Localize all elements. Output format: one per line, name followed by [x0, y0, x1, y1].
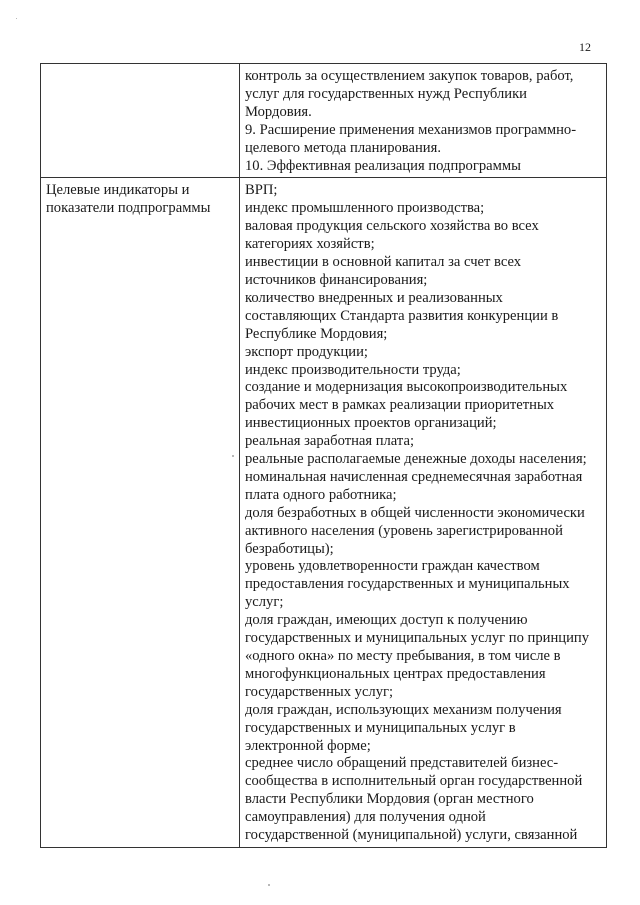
page-number: 12 — [579, 40, 591, 54]
row-content-line: реальная заработная плата; — [245, 433, 414, 450]
row-content-line: многофункциональных центрах предоставления — [245, 665, 546, 682]
row-content-line: услуг для государственных нужд Республики — [245, 85, 527, 102]
scan-dot — [16, 18, 17, 19]
row-content-line: доля граждан, имеющих доступ к получению — [245, 612, 528, 629]
row-content-line: государственных и муниципальных услуг в — [245, 719, 516, 736]
row-content-line: категориях хозяйств; — [245, 236, 375, 253]
row-content-line: 10. Эффективная реализация подпрограммы — [245, 157, 521, 174]
row-content-line: индекс промышленного производства; — [245, 200, 485, 217]
row-content-line: инвестиции в основной капитал за счет всех — [245, 254, 522, 271]
row-content-line: Республике Мордовия; — [245, 325, 388, 342]
row-content-line: безработицы); — [245, 540, 334, 557]
row-content-line: государственных и муниципальных услуг по принципу — [245, 630, 589, 647]
table-row — [41, 64, 607, 178]
row-content-line: государственной (муниципальной) услуги, связанной — [245, 827, 578, 844]
scan-dot — [268, 884, 270, 886]
row-content-line: номинальная начисленная среднемесячная заработная — [245, 468, 583, 485]
row-content-line: доля безработных в общей численности экономически — [245, 504, 585, 521]
row-content-line: валовая продукция сельского хозяйства во всех — [245, 218, 539, 235]
row-content-line: электронной форме; — [245, 737, 371, 754]
row-content-line: 9. Расширение применения механизмов программно- — [245, 121, 577, 138]
row-content-line: реальные располагаемые денежные доходы населения; — [245, 451, 587, 468]
row-content-line: индекс производительности труда; — [245, 361, 461, 378]
row-content-line: сообщества в исполнительный орган государственной — [245, 773, 583, 790]
row-content-line: власти Республики Мордовия (орган местного — [245, 791, 534, 808]
subprogram-passport-table — [40, 63, 607, 848]
row-content-line: рабочих мест в рамках реализации приоритетных — [245, 397, 555, 414]
row-label-line: показатели подпрограммы — [46, 200, 211, 217]
row-content-line: Мордовия. — [245, 103, 312, 120]
label-cell — [41, 178, 240, 848]
content-cell — [240, 64, 607, 178]
row-content-line: «одного окна» по месту пребывания, в том числе в — [245, 648, 561, 664]
row-content-line: уровень удовлетворенности граждан качеством — [245, 558, 540, 575]
row-content-line: предоставления государственных и муниципальных — [245, 576, 570, 593]
row-label-line: Целевые индикаторы и — [46, 182, 190, 199]
row-content-line: ВРП; — [245, 182, 278, 199]
row-content-line: доля граждан, использующих механизм получения — [245, 701, 562, 718]
row-content-line: среднее число обращений представителей бизнес- — [245, 755, 559, 772]
row-content-line: экспорт продукции; — [245, 343, 368, 360]
row-content-line: создание и модернизация высокопроизводительных — [245, 379, 568, 396]
scan-dot — [232, 455, 234, 457]
row-content-line: государственных услуг; — [245, 683, 394, 700]
row-content-line: услуг; — [245, 594, 284, 611]
row-content-line: составляющих Стандарта развития конкуренции в — [245, 307, 559, 324]
row-content-line: источников финансирования; — [245, 271, 428, 288]
table-row — [41, 178, 607, 848]
row-content-line: количество внедренных и реализованных — [245, 289, 503, 306]
row-content-line: самоуправления) для получения одной — [245, 809, 486, 826]
row-content-line: контроль за осуществлением закупок товаров, работ, — [245, 68, 574, 84]
label-cell — [41, 64, 240, 178]
row-content-line: активного населения (уровень зарегистрированной — [245, 522, 563, 539]
row-content-line: целевого метода планирования. — [245, 139, 441, 156]
row-content-line: плата одного работника; — [245, 486, 397, 503]
content-cell — [240, 178, 607, 848]
row-content-line: инвестиционных проектов организаций; — [245, 415, 497, 432]
